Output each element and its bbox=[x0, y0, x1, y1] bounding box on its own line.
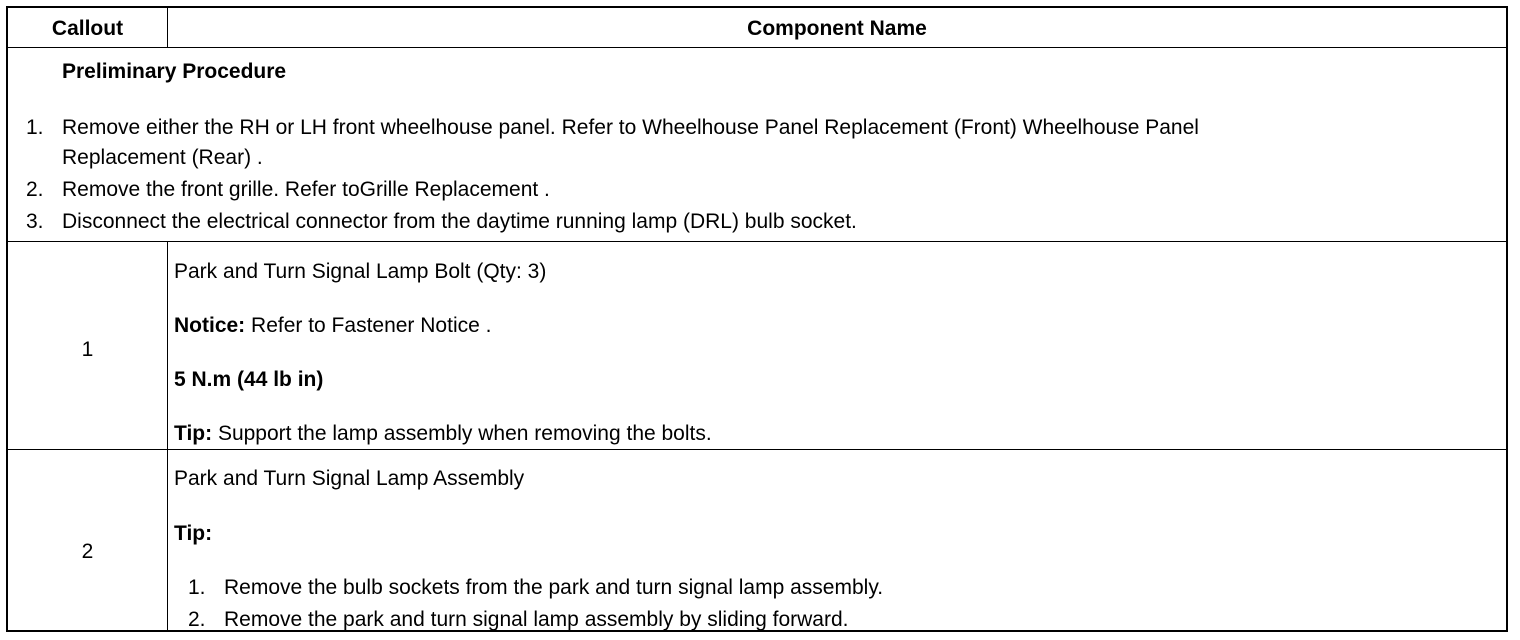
tip-step-2-number: 2. bbox=[188, 608, 206, 631]
preliminary-procedure-row bbox=[8, 48, 1506, 242]
notice-text: Refer to Fastener Notice . bbox=[245, 314, 492, 337]
tip-label: Tip: bbox=[174, 522, 213, 545]
callout-number: 2 bbox=[81, 540, 94, 563]
callout-column-header: Callout bbox=[51, 17, 124, 40]
prelim-step-1-text-line-1: Remove either the RH or LH front wheelhouse panel. Refer to Wheelhouse Panel Replacement (Front) Wheelhouse Panel bbox=[62, 116, 1199, 139]
component-name: Park and Turn Signal Lamp Bolt (Qty: 3) bbox=[174, 260, 547, 283]
component-name: Park and Turn Signal Lamp Assembly bbox=[174, 467, 525, 490]
table-row bbox=[8, 242, 1506, 450]
notice-line bbox=[174, 314, 491, 338]
prelim-step-1-text-line-2: Replacement (Rear) . bbox=[62, 146, 263, 169]
tip-text: Support the lamp assembly when removing the bolts. bbox=[212, 422, 712, 445]
prelim-step-1-number: 1. bbox=[26, 116, 44, 139]
tip-line bbox=[174, 422, 712, 446]
callout-column-divider bbox=[167, 242, 168, 630]
tip-label: Tip: bbox=[174, 422, 213, 445]
prelim-step-3-text: Disconnect the electrical connector from the daytime running lamp (DRL) bulb socket. bbox=[62, 210, 857, 233]
notice-label: Notice: bbox=[174, 314, 246, 337]
procedure-table bbox=[6, 6, 1508, 632]
callout-number: 1 bbox=[81, 338, 94, 361]
header-divider bbox=[167, 8, 168, 48]
table-header-row bbox=[8, 8, 1506, 48]
prelim-step-3-number: 3. bbox=[26, 210, 44, 233]
prelim-step-2-number: 2. bbox=[26, 178, 44, 201]
tip-step-1-text: Remove the bulb sockets from the park and turn signal lamp assembly. bbox=[224, 576, 884, 599]
component-name-column-header: Component Name bbox=[747, 17, 927, 40]
prelim-step-2-text: Remove the front grille. Refer toGrille Replacement . bbox=[62, 178, 550, 201]
tip-step-2-text: Remove the park and turn signal lamp assembly by sliding forward. bbox=[224, 608, 849, 631]
torque-spec: 5 N.m (44 lb in) bbox=[174, 368, 324, 391]
tip-step-1-number: 1. bbox=[188, 576, 206, 599]
preliminary-procedure-title: Preliminary Procedure bbox=[62, 60, 287, 83]
table-row bbox=[8, 450, 1506, 630]
